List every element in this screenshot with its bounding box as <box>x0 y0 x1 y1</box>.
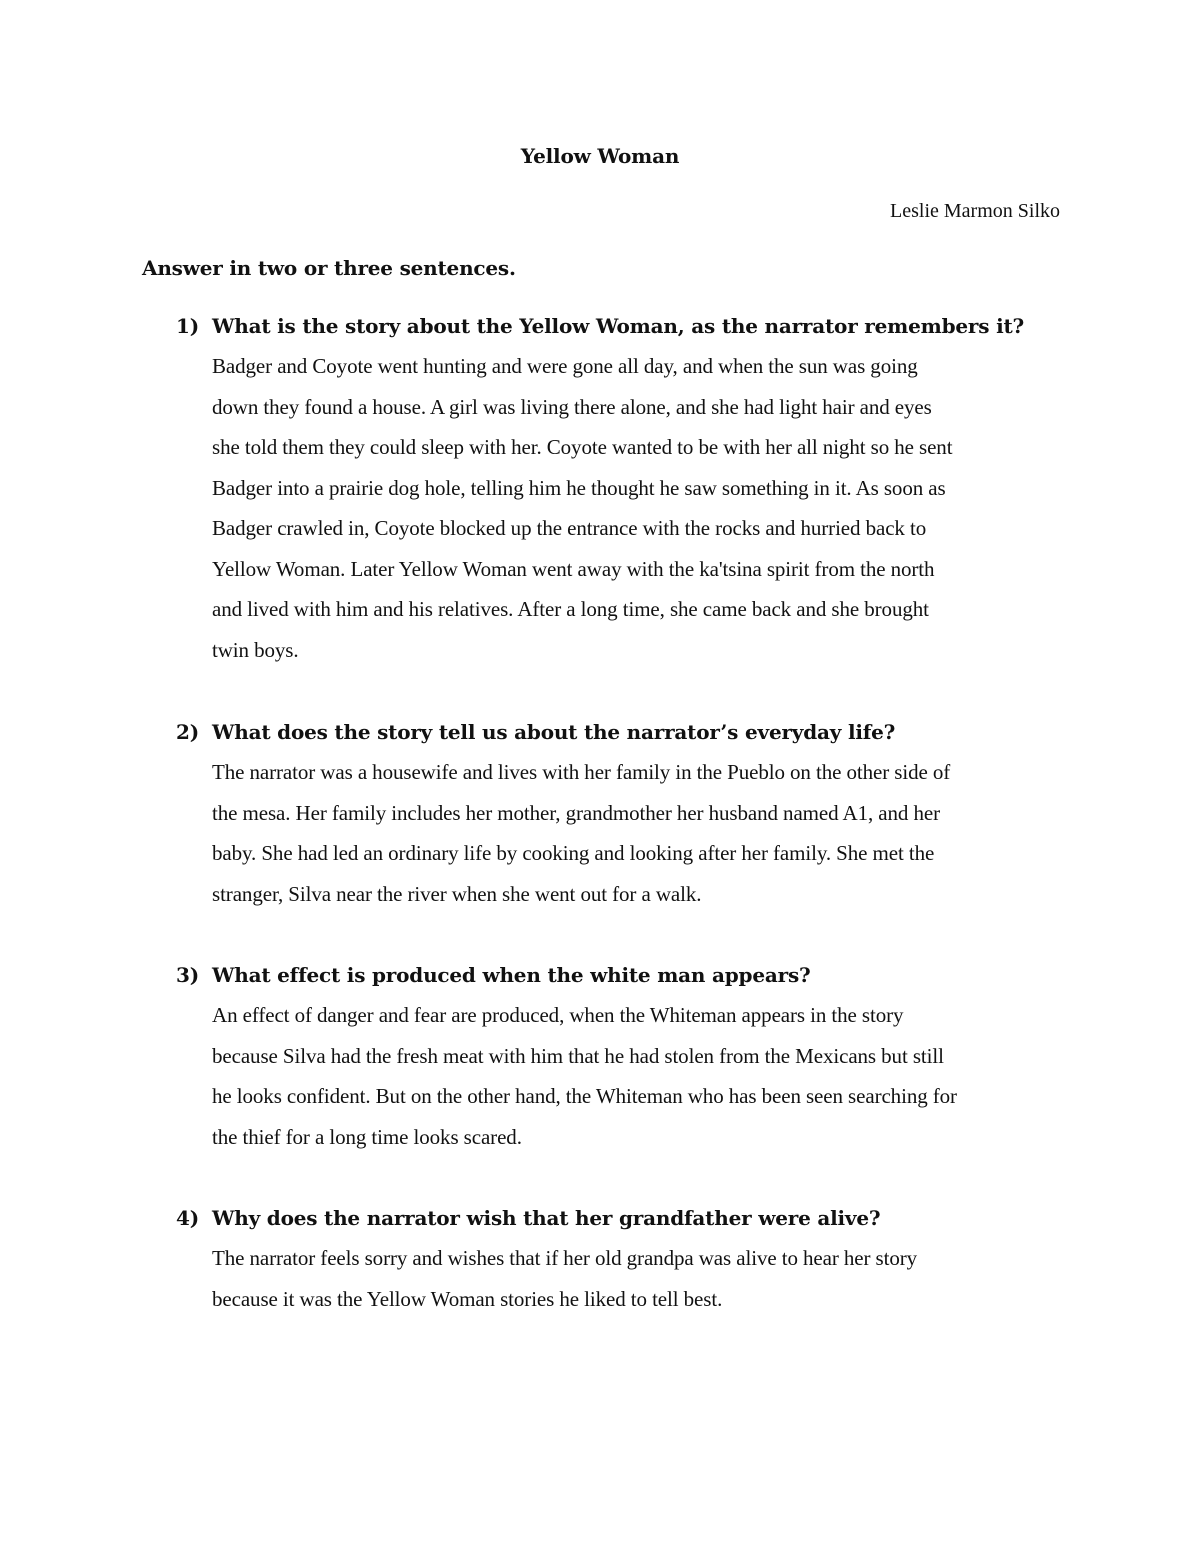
question-heading <box>176 955 1066 995</box>
document-title: Yellow Woman <box>520 144 680 168</box>
question-block-3 <box>176 955 1066 1157</box>
answer-line: stranger, Silva near the river when she went out for a walk. <box>212 881 702 906</box>
question-block-2 <box>176 712 1066 914</box>
answer-line: because Silva had the fresh meat with him that he had stolen from the Mexicans but still <box>212 1043 944 1068</box>
answer-line: she told them they could sleep with her. Coyote wanted to be with her all night so he sent <box>212 435 953 459</box>
question-block-4 <box>176 1198 1066 1319</box>
question-number: 3) <box>176 963 199 987</box>
question-text: What effect is produced when the white man appears? <box>212 963 811 987</box>
answer-line: because it was the Yellow Woman stories he liked to tell best. <box>212 1286 723 1311</box>
answer-paragraph <box>176 1238 1066 1319</box>
question-text: What does the story tell us about the narrator’s everyday life? <box>212 720 896 744</box>
answer-line: twin boys. <box>212 637 299 662</box>
answer-line: the thief for a long time looks scared. <box>212 1124 522 1149</box>
question-text: Why does the narrator wish that her grandfather were alive? <box>212 1206 881 1230</box>
question-heading <box>176 1198 1066 1238</box>
question-number: 2) <box>176 720 199 744</box>
answer-line: An effect of danger and fear are produced, when the Whiteman appears in the story <box>212 1003 904 1027</box>
answer-paragraph <box>176 995 1066 1157</box>
answer-line: The narrator was a housewife and lives with her family in the Pueblo on the other side of <box>212 760 951 784</box>
answer-paragraph <box>176 346 1066 670</box>
answer-paragraph <box>176 752 1066 914</box>
question-number: 4) <box>176 1206 199 1230</box>
answer-line: Badger and Coyote went hunting and were gone all day, and when the sun was going <box>212 354 918 378</box>
answer-line: Yellow Woman. Later Yellow Woman went away with the ka'tsina spirit from the north <box>212 556 935 581</box>
author-name: Leslie Marmon Silko <box>890 200 1060 222</box>
answer-line: he looks confident. But on the other hand, the Whiteman who has been seen searching for <box>212 1084 957 1108</box>
answer-line: The narrator feels sorry and wishes that if her old grandpa was alive to hear her story <box>212 1246 918 1270</box>
instruction-text: Answer in two or three sentences. <box>142 256 516 280</box>
answer-line: the mesa. Her family includes her mother, grandmother her husband named A1, and her <box>212 800 940 825</box>
answer-line: baby. She had led an ordinary life by cooking and looking after her family. She met the <box>212 841 935 865</box>
question-number: 1) <box>176 314 199 338</box>
question-heading <box>176 712 1066 752</box>
answer-line: and lived with him and his relatives. After a long time, she came back and she brought <box>212 597 929 621</box>
answer-line: Badger into a prairie dog hole, telling him he thought he saw something in it. As soon as <box>212 475 946 500</box>
answer-line: down they found a house. A girl was living there alone, and she had light hair and eyes <box>212 394 932 419</box>
answer-line: Badger crawled in, Coyote blocked up the entrance with the rocks and hurried back to <box>212 516 927 540</box>
question-block-1 <box>176 306 1066 670</box>
question-text: What is the story about the Yellow Woman, as the narrator remembers it? <box>212 314 1025 338</box>
question-heading <box>176 306 1066 346</box>
